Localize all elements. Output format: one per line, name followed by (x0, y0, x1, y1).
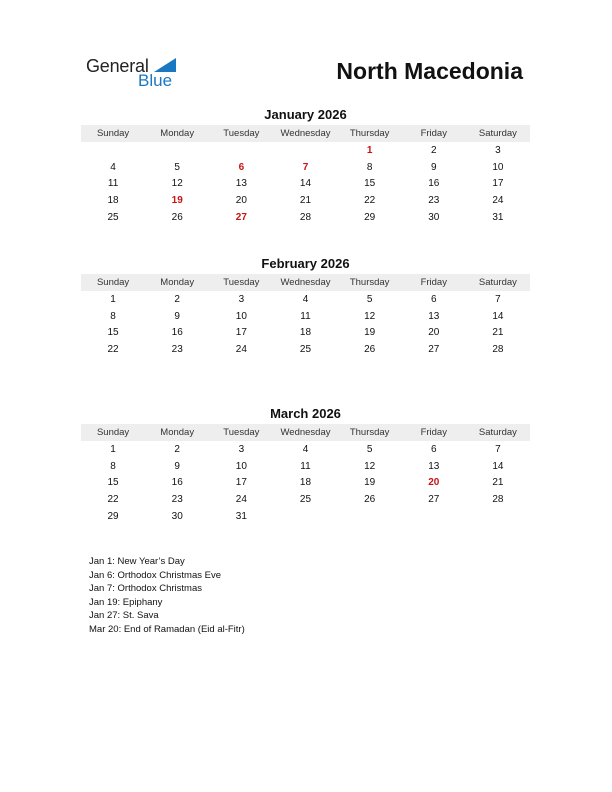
day-cell: 8 (110, 460, 116, 472)
holiday-item: Jan 1: New Year’s Day (89, 556, 185, 567)
weekday-header (81, 424, 530, 441)
week-row (81, 142, 530, 159)
day-cell: 5 (366, 293, 373, 305)
weekday-label: Tuesday (223, 427, 260, 438)
day-cell: 18 (299, 327, 312, 339)
holiday-item: Jan 7: Orthodox Christmas (89, 583, 202, 594)
day-cell: 6 (238, 161, 245, 173)
week-row (81, 341, 530, 358)
day-cell: 25 (107, 212, 119, 224)
weekday-label: Monday (160, 128, 195, 139)
day-cell: 2 (174, 293, 180, 305)
day-cell: 7 (495, 443, 501, 455)
day-cell: 17 (235, 477, 247, 489)
day-cell: 20 (428, 327, 440, 339)
day-cell: 14 (492, 310, 504, 322)
week-row (81, 458, 530, 475)
weekday-label: Sunday (96, 277, 130, 288)
weekday-label: Saturday (478, 277, 517, 288)
day-cell: 24 (492, 195, 504, 207)
weekday-label: Wednesday (280, 427, 331, 438)
day-cell: 13 (428, 310, 440, 322)
day-cell: 14 (299, 178, 312, 190)
day-cell: 20 (235, 195, 247, 207)
day-cell: 5 (366, 443, 373, 455)
weekday-label: Friday (420, 277, 447, 288)
day-cell: 14 (492, 460, 504, 472)
day-cell: 28 (492, 494, 504, 506)
day-cell: 4 (302, 293, 309, 305)
day-cell: 24 (235, 494, 247, 506)
day-cell: 16 (171, 477, 183, 489)
day-cell: 29 (107, 511, 119, 523)
day-cell: 13 (235, 178, 247, 190)
day-cell: 2 (174, 443, 180, 455)
week-row (81, 192, 530, 209)
day-cell: 28 (492, 344, 504, 356)
day-cell: 11 (300, 310, 311, 322)
day-cell: 23 (171, 494, 183, 506)
day-cell: 1 (110, 443, 116, 455)
weekday-label: Wednesday (280, 277, 331, 288)
weekday-label: Sunday (96, 128, 130, 139)
day-cell: 12 (171, 178, 183, 190)
day-cell: 9 (174, 310, 180, 322)
weekday-label: Thursday (349, 427, 390, 438)
generalblue-logo (86, 56, 196, 92)
day-cell: 12 (364, 460, 376, 472)
day-cell: 21 (299, 195, 312, 207)
day-cell: 9 (430, 161, 437, 173)
day-cell: 24 (235, 344, 247, 356)
week-row (81, 159, 530, 176)
day-cell: 1 (366, 144, 373, 156)
day-cell: 31 (492, 212, 504, 224)
day-cell: 12 (364, 310, 376, 322)
day-cell: 19 (171, 195, 183, 207)
day-cell: 2 (430, 144, 437, 156)
day-cell: 20 (428, 477, 440, 489)
day-cell: 17 (492, 178, 504, 190)
day-cell: 16 (428, 178, 440, 190)
day-cell: 22 (107, 344, 119, 356)
month-title: February 2026 (261, 256, 350, 271)
month-title: January 2026 (264, 107, 347, 122)
day-cell: 16 (171, 327, 183, 339)
weekday-label: Saturday (478, 427, 517, 438)
weekday-label: Tuesday (223, 128, 260, 139)
holiday-item: Jan 19: Epiphany (89, 596, 163, 608)
day-cell: 19 (364, 327, 376, 339)
holiday-item: Mar 20: End of Ramadan (Eid al-Fitr) (89, 623, 245, 635)
day-cell: 8 (110, 310, 116, 322)
weekday-label: Thursday (349, 128, 390, 139)
day-cell: 25 (299, 494, 312, 506)
month-title: March 2026 (270, 406, 341, 421)
weekday-label: Sunday (96, 427, 130, 438)
weekday-label: Monday (160, 427, 195, 438)
country-title: North Macedonia (336, 58, 523, 84)
day-cell: 3 (238, 443, 245, 455)
day-cell: 3 (238, 293, 245, 305)
day-cell: 25 (299, 344, 312, 356)
day-cell: 6 (430, 293, 437, 305)
day-cell: 13 (428, 460, 440, 472)
day-cell: 3 (495, 144, 501, 156)
day-cell: 19 (364, 477, 376, 489)
day-cell: 6 (430, 443, 437, 455)
weekday-label: Wednesday (280, 128, 331, 139)
day-cell: 18 (299, 477, 312, 489)
day-cell: 29 (364, 212, 376, 224)
weekday-label: Friday (420, 128, 447, 139)
month-february (81, 255, 530, 358)
day-cell: 15 (107, 327, 119, 339)
day-cell: 30 (171, 511, 183, 523)
month-january (81, 106, 530, 226)
weekday-header (81, 125, 530, 142)
day-cell: 26 (364, 494, 376, 506)
day-cell: 9 (174, 460, 180, 472)
day-cell: 4 (302, 443, 309, 455)
weekday-label: Monday (160, 277, 195, 288)
holiday-item: Jan 6: Orthodox Christmas Eve (89, 569, 221, 581)
weekday-header (81, 274, 530, 291)
day-cell: 17 (235, 327, 247, 339)
week-row (81, 308, 530, 325)
day-cell: 7 (495, 293, 501, 305)
weekday-label: Tuesday (223, 277, 260, 288)
day-cell: 7 (302, 161, 309, 173)
logo-general-text: General (86, 56, 149, 76)
day-cell: 11 (300, 460, 311, 472)
holiday-item: Jan 27: St. Sava (89, 610, 159, 621)
day-cell: 22 (107, 494, 119, 506)
day-cell: 18 (107, 195, 119, 207)
weekday-label: Saturday (478, 128, 517, 139)
day-cell: 10 (235, 460, 247, 472)
week-row (81, 291, 530, 308)
day-cell: 21 (492, 477, 504, 489)
day-cell: 23 (428, 195, 440, 207)
month-march (81, 405, 530, 525)
week-row (81, 491, 530, 508)
week-row (81, 441, 530, 458)
day-cell: 27 (428, 494, 440, 506)
weekday-label: Thursday (349, 277, 390, 288)
day-cell: 21 (492, 327, 504, 339)
day-cell: 28 (299, 212, 312, 224)
day-cell: 8 (366, 161, 373, 173)
logo-blue-text: Blue (138, 71, 173, 90)
day-cell: 27 (428, 344, 440, 356)
week-row (81, 475, 530, 492)
day-cell: 4 (110, 161, 116, 173)
day-cell: 1 (110, 293, 116, 305)
logo-triangle-icon (154, 58, 176, 72)
day-cell: 15 (364, 178, 376, 190)
day-cell: 23 (171, 344, 183, 356)
day-cell: 10 (492, 161, 504, 173)
weekday-label: Friday (420, 427, 447, 438)
week-row (81, 325, 530, 342)
day-cell: 31 (235, 511, 247, 523)
week-row (81, 176, 530, 193)
day-cell: 26 (171, 212, 183, 224)
week-row (81, 209, 530, 226)
day-cell: 30 (428, 212, 440, 224)
day-cell: 5 (174, 161, 180, 173)
week-row (81, 508, 530, 525)
day-cell: 27 (235, 212, 247, 224)
day-cell: 10 (235, 310, 247, 322)
holiday-list (89, 555, 245, 636)
day-cell: 11 (107, 178, 119, 190)
day-cell: 26 (364, 344, 376, 356)
day-cell: 15 (107, 477, 119, 489)
day-cell: 22 (364, 195, 376, 207)
